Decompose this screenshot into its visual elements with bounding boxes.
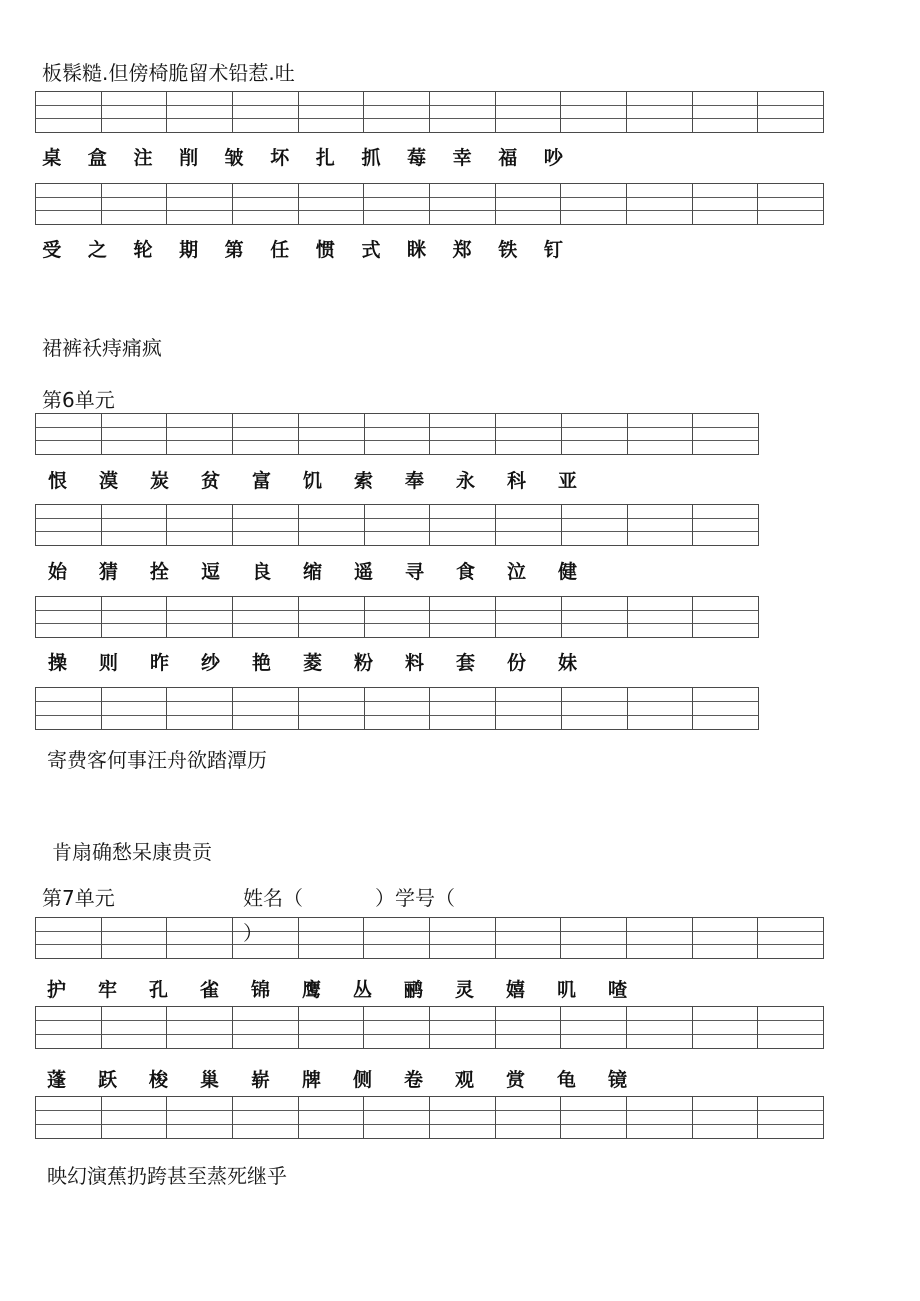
- grid-cell: [627, 1097, 693, 1138]
- grid-cell: [36, 918, 102, 958]
- grid-cell: [102, 597, 168, 637]
- practice-character: 纱: [200, 652, 220, 674]
- unit-6-word-list-1: 寄费客何事汪舟欲踏潭历: [47, 748, 267, 772]
- practice-character: 料: [404, 652, 424, 674]
- grid-cell: [102, 414, 168, 454]
- practice-character: 漠: [98, 470, 118, 492]
- grid-cell: [628, 505, 694, 545]
- practice-character: 式: [361, 239, 381, 261]
- grid-cell: [167, 92, 233, 132]
- practice-character: 喳: [607, 979, 627, 1001]
- grid-cell: [299, 92, 365, 132]
- practice-character: 崭: [250, 1069, 270, 1091]
- unit-7-title: 第7单元: [42, 886, 115, 910]
- grid-cell: [496, 918, 562, 958]
- practice-character: 期: [179, 239, 199, 261]
- grid-cell: [628, 597, 694, 637]
- practice-character: 侧: [352, 1069, 372, 1091]
- practice-character: 赏: [505, 1069, 525, 1091]
- practice-character: 牌: [301, 1069, 321, 1091]
- practice-character: 则: [98, 652, 118, 674]
- practice-character: 亚: [557, 470, 577, 492]
- practice-character: 吵: [543, 147, 563, 169]
- grid-cell: [365, 688, 431, 729]
- practice-character: 套: [455, 652, 475, 674]
- grid-cell: [102, 505, 168, 545]
- practice-character: 受: [42, 239, 62, 261]
- practice-character: 灵: [454, 979, 474, 1001]
- grid-cell: [167, 184, 233, 224]
- practice-character: 镜: [607, 1069, 627, 1091]
- grid-cell: [430, 597, 496, 637]
- grid-cell: [167, 1097, 233, 1138]
- grid-cell: [167, 1007, 233, 1048]
- practice-character: 雀: [199, 979, 219, 1001]
- practice-character: 削: [179, 147, 199, 169]
- grid-cell: [496, 688, 562, 729]
- grid-cell: [233, 505, 299, 545]
- grid-cell: [299, 688, 365, 729]
- writing-grid: [35, 596, 759, 638]
- grid-cell: [36, 184, 102, 224]
- practice-character: 寻: [404, 561, 424, 583]
- grid-cell: [167, 688, 233, 729]
- practice-character: 妹: [557, 652, 577, 674]
- practice-character: 幸: [452, 147, 472, 169]
- grid-cell: [102, 918, 168, 958]
- practice-character: 泣: [506, 561, 526, 583]
- practice-character: 卷: [403, 1069, 423, 1091]
- writing-grid: [35, 1096, 824, 1139]
- practice-character: 拴: [149, 561, 169, 583]
- grid-cell: [693, 1097, 759, 1138]
- grid-cell: [627, 92, 693, 132]
- practice-character: 恨: [47, 470, 67, 492]
- practice-character: 奉: [404, 470, 424, 492]
- grid-cell: [496, 597, 562, 637]
- grid-cell: [628, 414, 694, 454]
- practice-character: 扎: [315, 147, 335, 169]
- grid-cell: [364, 1097, 430, 1138]
- grid-cell: [693, 597, 758, 637]
- grid-cell: [430, 505, 496, 545]
- grid-cell: [102, 184, 168, 224]
- practice-character: 跃: [97, 1069, 117, 1091]
- grid-cell: [627, 918, 693, 958]
- practice-character: 鹰: [301, 979, 321, 1001]
- grid-cell: [430, 184, 496, 224]
- character-row: [31, 979, 643, 1001]
- practice-character: 郑: [452, 239, 472, 261]
- practice-character: 孔: [148, 979, 168, 1001]
- grid-cell: [758, 1097, 823, 1138]
- grid-cell: [364, 1007, 430, 1048]
- grid-cell: [693, 92, 759, 132]
- practice-character: 逗: [200, 561, 220, 583]
- practice-character: 始: [47, 561, 67, 583]
- grid-cell: [167, 918, 233, 958]
- grid-cell: [562, 688, 628, 729]
- character-row: [32, 470, 593, 492]
- practice-character: 之: [87, 239, 107, 261]
- grid-cell: [693, 688, 758, 729]
- grid-cell: [233, 414, 299, 454]
- grid-cell: [167, 414, 233, 454]
- grid-cell: [365, 414, 431, 454]
- practice-character: 富: [251, 470, 271, 492]
- grid-cell: [167, 597, 233, 637]
- grid-cell: [693, 505, 758, 545]
- grid-cell: [365, 505, 431, 545]
- grid-cell: [562, 505, 628, 545]
- grid-cell: [693, 1007, 759, 1048]
- grid-cell: [36, 1007, 102, 1048]
- grid-cell: [496, 184, 562, 224]
- grid-cell: [36, 505, 102, 545]
- grid-cell: [758, 92, 823, 132]
- practice-character: 缩: [302, 561, 322, 583]
- grid-cell: [496, 92, 562, 132]
- grid-cell: [561, 1007, 627, 1048]
- practice-character: 丛: [352, 979, 372, 1001]
- practice-character: 锦: [250, 979, 270, 1001]
- practice-character: 蓬: [46, 1069, 66, 1091]
- grid-cell: [299, 184, 365, 224]
- grid-cell: [561, 1097, 627, 1138]
- grid-cell: [299, 918, 365, 958]
- grid-cell: [758, 918, 823, 958]
- practice-character: 惯: [315, 239, 335, 261]
- practice-character: 巢: [199, 1069, 219, 1091]
- practice-character: 叽: [556, 979, 576, 1001]
- grid-cell: [561, 184, 627, 224]
- practice-character: 艳: [251, 652, 271, 674]
- practice-character: 科: [506, 470, 526, 492]
- grid-cell: [299, 1007, 365, 1048]
- grid-cell: [430, 918, 496, 958]
- student-id-label: ）学号（: [375, 886, 455, 910]
- practice-character: 良: [251, 561, 271, 583]
- grid-cell: [430, 92, 496, 132]
- character-row: [31, 1069, 643, 1091]
- practice-character: 昨: [149, 652, 169, 674]
- grid-cell: [102, 1007, 168, 1048]
- grid-cell: [430, 1007, 496, 1048]
- grid-cell: [627, 184, 693, 224]
- practice-character: 龟: [556, 1069, 576, 1091]
- practice-character: 盒: [87, 147, 107, 169]
- practice-character: 任: [270, 239, 290, 261]
- grid-cell: [233, 184, 299, 224]
- writing-grid: [35, 917, 824, 959]
- grid-cell: [628, 688, 694, 729]
- practice-character: 贫: [200, 470, 220, 492]
- grid-cell: [233, 1097, 299, 1138]
- practice-character: 钉: [543, 239, 563, 261]
- grid-cell: [36, 92, 102, 132]
- grid-cell: [299, 414, 365, 454]
- practice-character: 铁: [498, 239, 518, 261]
- writing-grid: [35, 91, 824, 133]
- practice-character: 轮: [133, 239, 153, 261]
- practice-character: 菱: [302, 652, 322, 674]
- grid-cell: [430, 688, 496, 729]
- grid-cell: [299, 1097, 365, 1138]
- grid-cell: [496, 414, 562, 454]
- practice-character: 牢: [97, 979, 117, 1001]
- practice-character: 饥: [302, 470, 322, 492]
- grid-cell: [364, 184, 430, 224]
- grid-cell: [365, 597, 431, 637]
- grid-cell: [233, 92, 299, 132]
- practice-character: 坏: [270, 147, 290, 169]
- grid-cell: [562, 597, 628, 637]
- practice-character: 福: [498, 147, 518, 169]
- practice-character: 护: [46, 979, 66, 1001]
- grid-cell: [562, 414, 628, 454]
- practice-character: 操: [47, 652, 67, 674]
- writing-grid: [35, 413, 759, 455]
- grid-cell: [693, 918, 759, 958]
- unit-6-word-list-2: 肯扇确愁呆康贵贡: [52, 840, 212, 864]
- practice-character: 眯: [407, 239, 427, 261]
- practice-character: 皱: [224, 147, 244, 169]
- grid-cell: [693, 414, 758, 454]
- grid-cell: [430, 1097, 496, 1138]
- practice-character: 粉: [353, 652, 373, 674]
- grid-cell: [102, 688, 168, 729]
- practice-character: 观: [454, 1069, 474, 1091]
- character-row: [29, 239, 576, 261]
- grid-cell: [233, 597, 299, 637]
- grid-cell: [36, 414, 102, 454]
- character-row: [32, 561, 593, 583]
- word-list: 裙裤袄痔痛疯: [42, 336, 162, 360]
- grid-cell: [430, 414, 496, 454]
- practice-character: 炭: [149, 470, 169, 492]
- grid-cell: [758, 184, 823, 224]
- top-word-list: 板髹糙.但傍椅脆留术铅惹.吐: [42, 61, 295, 85]
- practice-character: 梭: [148, 1069, 168, 1091]
- character-row: [29, 147, 576, 169]
- grid-cell: [496, 505, 562, 545]
- grid-cell: [364, 92, 430, 132]
- writing-grid: [35, 183, 824, 225]
- grid-cell: [758, 1007, 823, 1048]
- character-row: [32, 652, 593, 674]
- practice-character: 嬉: [505, 979, 525, 1001]
- grid-cell: [496, 1097, 562, 1138]
- unit-7-word-list: 映幻演蕉扔跨甚至蒸死继乎: [47, 1164, 287, 1188]
- practice-character: 遥: [353, 561, 373, 583]
- practice-character: 注: [133, 147, 153, 169]
- grid-cell: [36, 597, 102, 637]
- practice-character: 食: [455, 561, 475, 583]
- practice-character: 健: [557, 561, 577, 583]
- grid-cell: [299, 505, 365, 545]
- grid-cell: [233, 1007, 299, 1048]
- practice-character: 鹂: [403, 979, 423, 1001]
- student-id-close-paren: ）: [243, 921, 263, 945]
- grid-cell: [36, 688, 102, 729]
- grid-cell: [102, 1097, 168, 1138]
- name-label: 姓名（: [243, 886, 303, 910]
- writing-grid: [35, 1006, 824, 1049]
- grid-cell: [364, 918, 430, 958]
- grid-cell: [693, 184, 759, 224]
- practice-character: 份: [506, 652, 526, 674]
- grid-cell: [561, 918, 627, 958]
- practice-character: 第: [224, 239, 244, 261]
- writing-grid: [35, 504, 759, 546]
- grid-cell: [496, 1007, 562, 1048]
- grid-cell: [233, 688, 299, 729]
- practice-character: 桌: [42, 147, 62, 169]
- practice-character: 莓: [407, 147, 427, 169]
- practice-character: 猜: [98, 561, 118, 583]
- practice-character: 永: [455, 470, 475, 492]
- grid-cell: [102, 92, 168, 132]
- grid-cell: [299, 597, 365, 637]
- practice-character: 索: [353, 470, 373, 492]
- writing-grid: [35, 687, 759, 730]
- grid-cell: [36, 1097, 102, 1138]
- grid-cell: [167, 505, 233, 545]
- unit-6-title: 第6单元: [42, 388, 115, 412]
- practice-character: 抓: [361, 147, 381, 169]
- grid-cell: [561, 92, 627, 132]
- grid-cell: [627, 1007, 693, 1048]
